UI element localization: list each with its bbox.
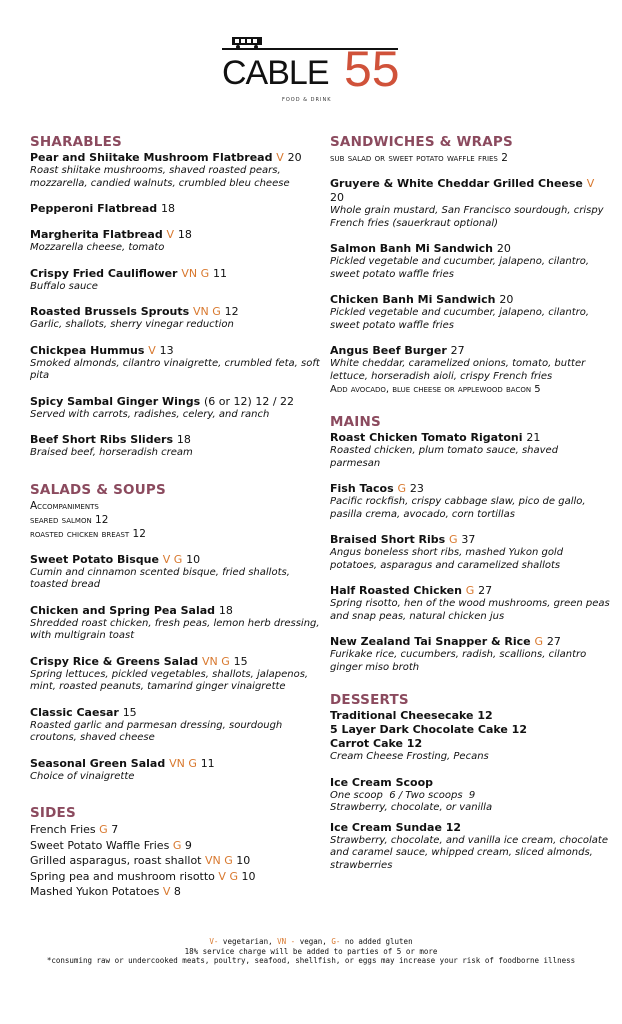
item-name: Braised Short Ribs <box>330 533 446 546</box>
diet-tag: G <box>172 838 182 852</box>
menu-item <box>30 655 320 694</box>
side-item <box>30 853 320 869</box>
item-price: 27 <box>478 584 493 597</box>
item-price: 27 <box>546 635 561 648</box>
item-name: Beef Short Ribs Sliders <box>30 433 174 446</box>
item-description: Pacific rockfish, crispy cabbage slaw, pico de gallo, pasilla crema, avocado, corn tortillas <box>330 496 586 520</box>
item-price: 11 <box>212 266 227 280</box>
item-price: 10 <box>186 552 201 566</box>
item-price: 10 <box>236 854 251 867</box>
item-description: Braised beef, horseradish cream <box>30 447 193 458</box>
diet-tag: VN G <box>169 756 197 770</box>
accompaniment-option: roasted chicken breast 12 <box>30 527 146 540</box>
item-description: Roasted garlic and parmesan dressing, sourdough croutons, shaved cheese <box>30 719 283 743</box>
side-item <box>30 869 320 885</box>
item-price: 20 <box>330 191 344 204</box>
item-name: Classic Caesar <box>30 705 119 719</box>
logo <box>222 30 402 110</box>
menu-item <box>30 344 320 383</box>
item-description: Roasted chicken, plum tomato sauce, shaved parmesan <box>330 445 559 469</box>
item-addon-note: Add avocado, blue cheese or applewood bacon 5 <box>330 384 541 395</box>
menu-item <box>330 344 610 396</box>
menu-item <box>330 242 610 281</box>
item-description: Spring lettuces, pickled vegetables, shallots, jalapenos, mint, roasted peanuts, tamarind ginger vinaigrette <box>30 668 309 692</box>
menu-list <box>330 431 610 674</box>
item-name: Chicken Banh Mi Sandwich <box>330 293 496 306</box>
item-price: 8 <box>173 885 181 898</box>
item-price: 37 <box>461 533 476 546</box>
item-price: 27 <box>450 344 465 357</box>
item-name: Roasted Brussels Sprouts <box>30 305 190 318</box>
item-price: 21 <box>526 431 541 444</box>
item-price: 10 <box>241 869 256 883</box>
item-name: Margherita Flatbread <box>30 228 163 241</box>
item-name: Spring pea and mushroom risotto <box>30 869 215 883</box>
item-name: Mashed Yukon Potatoes <box>30 885 160 898</box>
item-name: Crispy Fried Cauliflower <box>30 266 178 280</box>
item-name: Sweet Potato Waffle Fries <box>30 838 170 852</box>
item-description: Cream Cheese Frosting, Pecans <box>330 751 489 762</box>
item-price: 12 <box>224 305 239 318</box>
logo-subtitle: FOOD & DRINK <box>282 97 332 103</box>
diet-tag: VN G <box>181 266 210 280</box>
sides-section <box>30 805 320 900</box>
item-price: 7 <box>111 823 119 836</box>
section-title: SALADS & SOUPS <box>30 481 166 498</box>
menu-item <box>30 604 320 643</box>
diet-tag: V <box>586 177 595 190</box>
item-description: Shredded roast chicken, fresh peas, lemon herb dressing, with multigrain toast <box>30 617 320 641</box>
item-description: Roast shiitake mushrooms, shaved roasted pears, mozzarella, candied walnuts, crumbled bleu cheese <box>30 165 290 189</box>
legend-vn: VN - <box>277 937 296 946</box>
item-description: Spring risotto, hen of the wood mushrooms, green peas and snap peas, natural chicken jus <box>330 598 610 622</box>
section-title: MAINS <box>330 414 381 430</box>
section-title: DESSERTS <box>330 692 409 708</box>
menu-item <box>330 776 610 815</box>
side-item <box>30 838 320 854</box>
menu-item <box>30 151 320 190</box>
item-price: 9 <box>184 838 192 852</box>
menu-item <box>30 267 320 294</box>
item-name: Sweet Potato Bisque <box>30 552 159 566</box>
item-price: 20 <box>496 242 511 255</box>
menu-list <box>330 177 610 396</box>
menu-item <box>330 533 610 572</box>
diet-legend <box>0 937 622 947</box>
section-title: SHARABLES <box>30 134 122 150</box>
diet-tag: V <box>162 885 171 898</box>
diet-tag: V <box>148 343 156 357</box>
item-description: One scoop 6 / Two scoops 9 <box>330 789 476 801</box>
item-description: Angus boneless short ribs, mashed Yukon gold potatoes, asparagus and caramelized shallots <box>330 547 564 571</box>
item-name: French Fries <box>30 823 96 836</box>
item-name: Gruyere & White Cheddar Grilled Cheese <box>330 177 583 190</box>
menu-list <box>30 553 320 784</box>
menu-item <box>330 177 610 230</box>
item-description: White cheddar, caramelized onions, tomato, butter lettuce, horseradish aioli, crispy French fries <box>330 358 586 382</box>
item-name: Salmon Banh Mi Sandwich <box>330 242 493 255</box>
menu-item <box>30 433 320 460</box>
menu-item <box>30 757 320 784</box>
section-subtitle: sub salad or sweet potato waffle fries 2 <box>330 152 508 164</box>
menu-item <box>330 635 610 674</box>
diet-tag: V G <box>162 552 183 566</box>
item-description: Strawberry, chocolate, and vanilla ice cream, chocolate and caramel sauce, whipped cream, sliced almonds, strawberries <box>330 834 608 871</box>
item-description: Strawberry, chocolate, or vanilla <box>330 802 493 813</box>
item-description: Whole grain mustard, San Francisco sourdough, crispy French fries (sauerkraut optional) <box>330 205 604 229</box>
footer <box>0 937 622 966</box>
item-name: Pepperoni Flatbread <box>30 202 158 215</box>
diet-tag: VN G <box>202 654 230 668</box>
item-name: Seasonal Green Salad <box>30 756 166 770</box>
item-description: Pickled vegetable and cucumber, jalapeno, cilantro, sweet potato waffle fries <box>330 307 590 331</box>
accompaniments-label: Accompaniments <box>30 499 99 512</box>
item-name: Spicy Sambal Ginger Wings <box>30 394 201 408</box>
item-price: 15 <box>233 654 248 668</box>
menu-item <box>330 431 610 470</box>
dessert-item: Traditional Cheesecake 12 <box>330 709 493 722</box>
item-description: Pickled vegetable and cucumber, jalapeno, cilantro, sweet potato waffle fries <box>330 256 590 280</box>
item-description: Served with carrots, radishes, celery, and ranch <box>30 408 270 420</box>
legend-g-text: no added gluten <box>340 937 413 946</box>
left-column <box>30 134 320 900</box>
menu-item <box>330 482 610 521</box>
item-name: Angus Beef Burger <box>330 344 447 357</box>
diet-tag: G <box>465 584 475 597</box>
menu-item <box>30 305 320 332</box>
item-price: 20 <box>287 151 302 164</box>
legend-v: V- <box>209 937 219 946</box>
menu-item <box>30 706 320 745</box>
item-name: Grilled asparagus, roast shallot <box>30 854 202 867</box>
consumption-warning: *consuming raw or undercooked meats, poultry, seafood, shellfish, or eggs may increase your risk of foodborne illness <box>46 956 576 965</box>
item-name: Roast Chicken Tomato Rigatoni <box>330 431 523 444</box>
item-price: 11 <box>200 756 215 770</box>
diet-tag: VN G <box>205 854 233 867</box>
legend-v-text: vegetarian, <box>218 937 278 946</box>
item-price: 18 <box>218 603 233 617</box>
logo-number: 55 <box>344 41 400 97</box>
item-description: Garlic, shallots, sherry vinegar reduction <box>30 319 234 330</box>
item-name: Ice Cream Scoop <box>330 775 434 789</box>
item-description: Furikake rice, cucumbers, radish, scallions, cilantro ginger miso broth <box>330 649 587 673</box>
item-name: Chickpea Hummus <box>30 343 145 357</box>
sandwiches-section <box>330 134 610 396</box>
menu-item <box>330 584 610 623</box>
item-price: 20 <box>499 293 514 306</box>
menu-item <box>30 202 320 216</box>
section-title: SANDWICHES & WRAPS <box>330 134 513 150</box>
side-item <box>30 884 320 900</box>
salads-section <box>30 482 320 784</box>
item-description: Mozzarella cheese, tomato <box>30 242 165 253</box>
menu-item <box>30 395 320 422</box>
item-description: Buffalo sauce <box>30 280 98 292</box>
item-description: Smoked almonds, cilantro vinaigrette, crumbled feta, soft pita <box>30 357 320 381</box>
item-price: 23 <box>409 482 424 495</box>
item-price: 18 <box>161 202 176 215</box>
diet-tag: V <box>276 151 284 164</box>
diet-tag: V G <box>218 869 238 883</box>
diet-tag: V <box>166 228 175 241</box>
legend-g: G- <box>331 937 341 946</box>
item-description: Cumin and cinnamon scented bisque, fried shallots, toasted bread <box>30 566 290 590</box>
menu-item <box>330 293 610 332</box>
mains-section <box>330 414 610 674</box>
menu-item <box>30 553 320 592</box>
item-name: Crispy Rice & Greens Salad <box>30 654 199 668</box>
service-charge-note: 18% service charge will be added to parties of 5 or more <box>184 946 438 956</box>
diet-tag: G <box>534 635 544 648</box>
item-price: (6 or 12) 12 / 22 <box>204 394 295 408</box>
dessert-item: 5 Layer Dark Chocolate Cake 12 <box>330 723 527 736</box>
item-price: 15 <box>122 705 137 719</box>
dessert-item: Carrot Cake 12 <box>330 737 423 750</box>
item-description: Choice of vinaigrette <box>30 770 135 782</box>
sharables-section <box>30 134 320 460</box>
item-name: Ice Cream Sundae 12 <box>330 820 462 834</box>
accompaniment-option: seared salmon 12 <box>30 513 109 526</box>
menu-list <box>30 151 320 460</box>
item-name: Pear and Shiitake Mushroom Flatbread <box>30 151 273 164</box>
side-item <box>30 822 320 838</box>
legend-vn-text: vegan, <box>295 937 332 946</box>
menu-item <box>330 821 610 873</box>
diet-tag: G <box>99 823 108 836</box>
diet-tag: G <box>397 482 407 495</box>
item-name: Fish Tacos <box>330 482 394 495</box>
item-name: New Zealand Tai Snapper & Rice <box>330 635 531 648</box>
item-price: 18 <box>177 228 192 241</box>
right-column <box>330 134 610 872</box>
item-price: 18 <box>176 433 191 446</box>
item-price: 13 <box>159 343 174 357</box>
diet-tag: G <box>449 533 458 546</box>
logo-text: CABLE <box>222 54 329 92</box>
desserts-section <box>330 692 610 872</box>
item-name: Chicken and Spring Pea Salad <box>30 603 216 617</box>
cable-car-icon <box>230 35 264 49</box>
item-name: Half Roasted Chicken <box>330 584 462 597</box>
menu-item <box>30 228 320 255</box>
section-title: SIDES <box>30 805 76 821</box>
diet-tag: VN G <box>193 305 221 318</box>
